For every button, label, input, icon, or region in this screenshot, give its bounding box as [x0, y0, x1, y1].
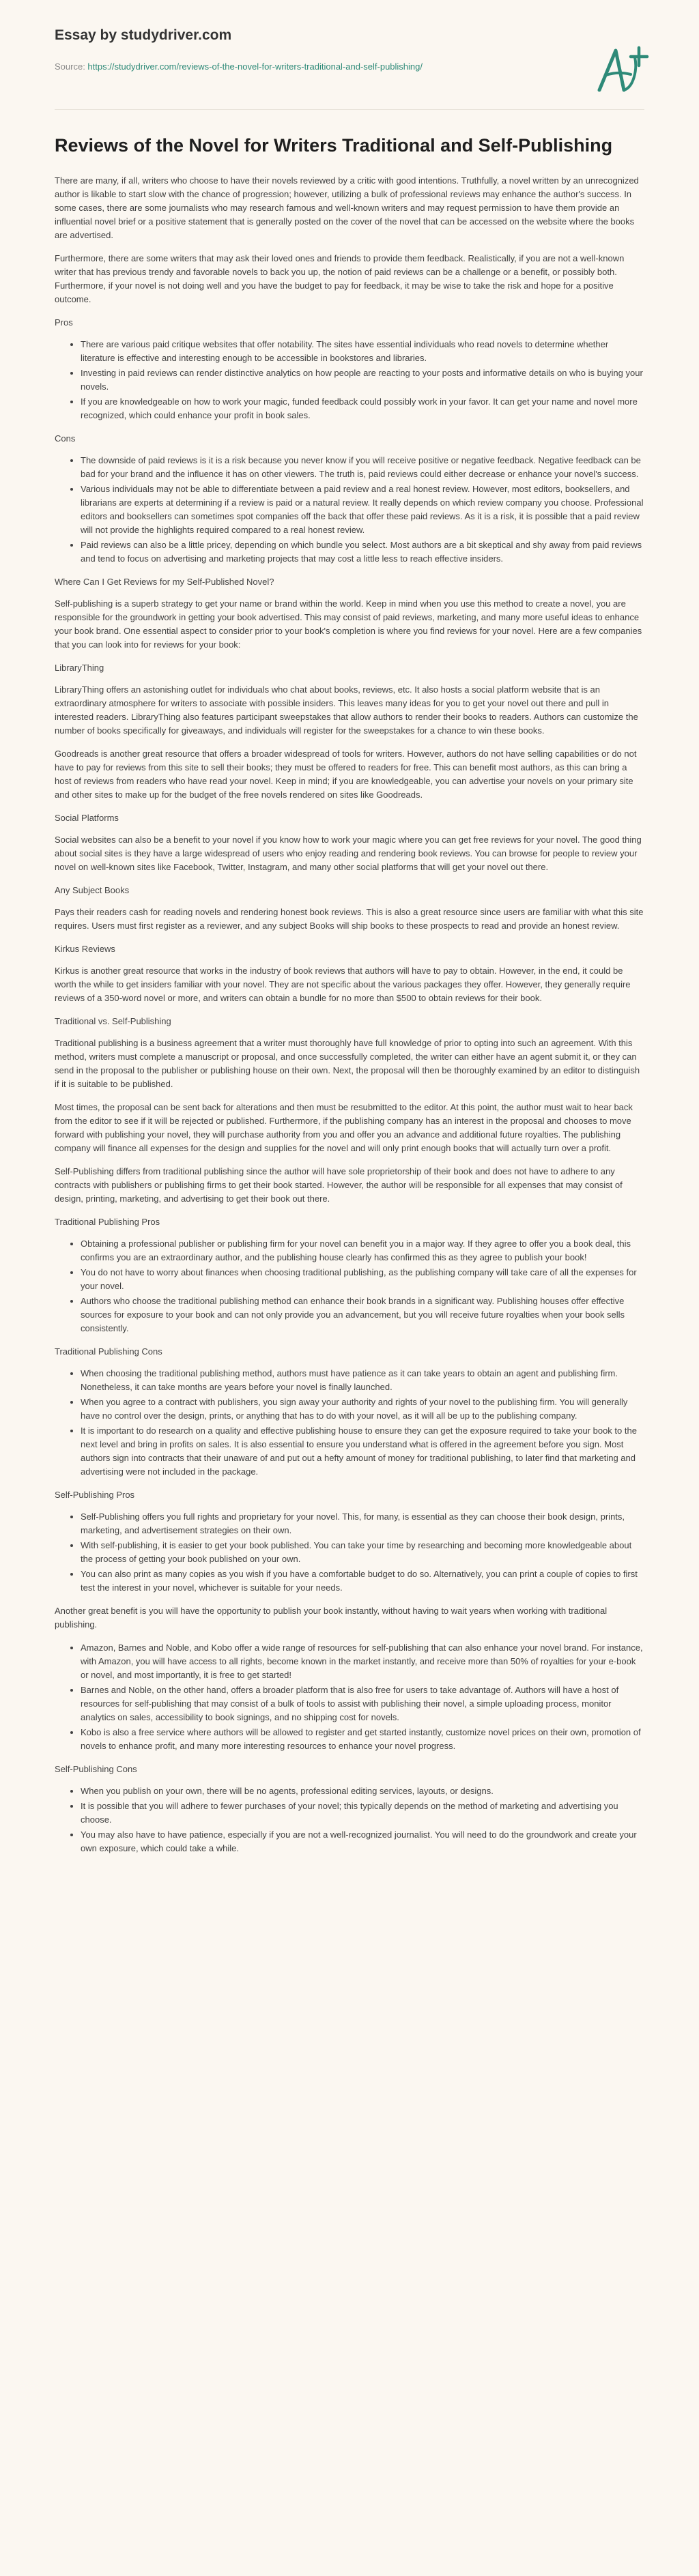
librarything-heading: LibraryThing: [55, 663, 104, 673]
kirkus-heading: Kirkus Reviews: [55, 944, 115, 954]
self-pros-list: [55, 1510, 644, 1595]
list-item: • You do not have to worry about finances when choosing traditional publishing, as the publishing company will take care of all the expenses for your novel.: [81, 1266, 644, 1293]
self-cons-heading: Self-Publishing Cons: [55, 1764, 137, 1774]
list-item: • It is possible that you will adhere to fewer purchases of your novel; this typically depends on the method of marketing and advertising you choose.: [81, 1799, 644, 1827]
list-item: • Barnes and Noble, on the other hand, offers a broader platform that is also free for users to take advantage of. Authors will have a host of resources for self-publishing that may consist of a bulk of tools to assist with publishing their novel, a simple uploading process, monitor analytics on sales, accessibility to book signings, and no shipping cost for novels.: [81, 1683, 644, 1724]
trad-pros-list: [55, 1237, 644, 1335]
list-item: • When you agree to a contract with publishers, you sign away your authority and rights of your novel to the publishing firm. You will generally have no control over the design, prints, or anything that has to do with your novel, as it will all be up to the publishing company.: [81, 1395, 644, 1423]
source-line: [55, 60, 437, 73]
list-item: • Investing in paid reviews can render distinctive analytics on how people are reacting to your posts and informative details on who is buying your novels.: [81, 366, 644, 394]
self-pros-paragraph: Another great benefit is you will have the opportunity to publish your book instantly, without having to wait years when working with traditional publishing.: [55, 1606, 608, 1630]
self-cons-list: [55, 1784, 644, 1855]
list-item: • Kobo is also a free service where authors will be allowed to register and get started instantly, customize novel prices on their own, promotion of novels to enhance profit, and many more interesting resources to enhance your novel progress.: [81, 1726, 644, 1753]
source-link[interactable]: https://studydriver.com/reviews-of-the-novel-for-writers-traditional-and-self-publishing/: [87, 61, 423, 72]
librarything-paragraph: LibraryThing offers an astonishing outlet for individuals who chat about books, reviews, etc. It also hosts a social platform website that is an extraordinary atmosphere for writers to associate with possible insiders. This leaves many ideas for you to get your novel out there and pull in interested readers. LibraryThing also features participant sweepstakes that allow authors to render their books to readers. Authors can customize the number of books specifically for giveaways, and individuals will register for the sweepstakes for a chance to win these books.: [55, 684, 638, 736]
list-item: • Obtaining a professional publisher or publishing firm for your novel can benefit you in a major way. If they agree to offer you a book deal, this confirms you are an extraordinary author, and the publishing house clearly has confirmed this as they agree to publish your book!: [81, 1237, 644, 1264]
list-item: • There are various paid critique websites that offer notability. The sites have essential individuals who read novels to determine whether literature is effective and interesting enough to be accessible in bookstores and libraries.: [81, 338, 644, 365]
trad-cons-heading: Traditional Publishing Cons: [55, 1346, 162, 1357]
list-item: • With self-publishing, it is easier to get your book published. You can take your time by researching and becoming more knowledgeable about the process of getting your book published on your own.: [81, 1539, 644, 1566]
header: [0, 0, 699, 99]
self-platforms-list: [55, 1641, 644, 1753]
intro-paragraph: Furthermore, there are some writers that may ask their loved ones and friends to provide them feedback. Realistically, if you are not a well-known writer that has previous trendy and favorable novels to back you up, the notion of paid reviews can be a challenge or a benefit, or possibly both. Furthermore, if your novel is not doing well and you have the budget to pay for feedback, it may be wise to take the risk and hope for a positive outcome.: [55, 253, 625, 304]
tradvself-heading: Traditional vs. Self-Publishing: [55, 1016, 171, 1026]
self-pros-heading: Self-Publishing Pros: [55, 1490, 135, 1500]
page-title: Reviews of the Novel for Writers Traditional and Self-Publishing: [55, 135, 613, 156]
anysubject-paragraph: Pays their readers cash for reading novels and rendering honest book reviews. This is also a great resource since users are familiar with what this site requires. Users must first register as a reviewer, and any subject Books will ship books to these prospects to read and provide an honest review.: [55, 907, 644, 931]
social-paragraph: Social websites can also be a benefit to your novel if you know how to work your magic where you can get free reviews for your novel. The good thing about social sites is they have a large widespread of users who enjoy reading and rendering book reviews. You can browse for people to review your novel on well-known sites like Facebook, Twitter, Instagram, and many other social platforms that will get your novel out there.: [55, 835, 642, 872]
goodreads-paragraph: Goodreads is another great resource that offers a broader widespread of tools for writers. However, authors do not have selling capabilities or do not have to pay for reviews from this site to sell their books; they must be offered to readers for free. This can benefit most authors, as this can bring a host of reviews from readers who have read your novel. Keep in mind; if you are knowledgeable, you can advertise your novels on your primary site and other sites to make up for the budget of the free novels rendered on sites like Goodreads.: [55, 749, 637, 800]
list-item: • When choosing the traditional publishing method, authors must have patience as it can take years to obtain an agent and publishing firm. Nonetheless, it can take months are years before your novel is finally launched.: [81, 1367, 644, 1394]
social-heading: Social Platforms: [55, 813, 119, 823]
list-item: • Authors who choose the traditional publishing method can enhance their book brands in a significant way. Publishing houses offer effective sources for exposure to your book and can not only provide you an advancement, but you will receive future royalties when your book sells consistently.: [81, 1294, 644, 1335]
list-item: • Various individuals may not be able to differentiate between a paid review and a real honest review. However, most editors, booksellers, and librarians are experts at determining if a review is paid or a natural review. It really depends on which review company you choose. Professional editors and booksellers can sometimes spot companies off the back that offer these paid reviews. As it is a risk, it is possible that a paid review will not provide the highlights required compared to a real honest review.: [81, 482, 644, 537]
list-item: • When you publish on your own, there will be no agents, professional editing services, layouts, or designs.: [81, 1784, 644, 1798]
header-divider: [55, 109, 644, 110]
list-item: • It is important to do research on a quality and effective publishing house to ensure they can get the exposure required to take your book to the next level and bring in profits on sales. It is also essential to ensure you understand what is offered in the agreement before you sign. Most authors sign into contracts that their unaware of and put out a hefty amount of money for traditional publishing, to later find that marketing and advertising were not included in the package.: [81, 1424, 644, 1479]
list-item: • Paid reviews can also be a little pricey, depending on which bundle you select. Most authors are a bit skeptical and shy away from paid reviews and tend to focus on advertising and marketing projects that may cost a little less to reach effective insiders.: [81, 538, 644, 566]
intro-paragraph: There are many, if all, writers who choose to have their novels reviewed by a critic with good intentions. Truthfully, a novel written by an unrecognized author is likable to start slow with the chance of progression; however, utilizing a bulk of professional reviews may enhance the author's success. In some cases, there are some journalists who may research famous and well-known writers and may request permission to have them provide an influential novel brief or a positive statement that is generally posted on the cover of the novel that can be accessed on the website where the books are advertised.: [55, 175, 639, 240]
list-item: • The downside of paid reviews is it is a risk because you never know if you will receive positive or negative feedback. Negative feedback can be bad for your brand and the influence it has on other viewers. The truth is, paid reviews could either decrease or enhance your novel's success.: [81, 454, 644, 481]
cons-list: [55, 454, 644, 566]
brand-title: Essay by studydriver.com: [55, 27, 232, 43]
trad-cons-list: [55, 1367, 644, 1479]
anysubject-heading: Any Subject Books: [55, 885, 130, 895]
list-item: • You can also print as many copies as you wish if you have a comfortable budget to do so. Alternatively, you can print a couple of copies to first test the interest in your novel, whichever is suitable for your needs.: [81, 1567, 644, 1595]
pros-heading: Pros: [55, 317, 73, 328]
tradvself-paragraph: Traditional publishing is a business agreement that a writer must thoroughly have full knowledge of prior to opting into such an agreement. With this method, writers must complete a manuscript or proposal, and once successfully completed, the writer can either have an agent submit it, or they can send in the proposal to the publisher or publishing house on their own. Next, the proposal will then be thoroughly examined by an editor to distinguish if it is suitable to be published.: [55, 1038, 640, 1089]
tradvself-paragraph: Self-Publishing differs from traditional publishing since the author will have sole proprietorship of their book and does not have to adhere to any contracts with publishers or publishing firms to get their book started. However, the author will be responsible for all expenses that may consist of design, printing, marketing, and advertising to get their book out there.: [55, 1166, 623, 1204]
list-item: • You may also have to have patience, especially if you are not a well-recognized journalist. You will need to do the groundwork and create your own exposure, which could take a while.: [81, 1828, 644, 1855]
cons-heading: Cons: [55, 433, 76, 444]
where-paragraph: Self-publishing is a superb strategy to get your name or brand within the world. Keep in mind when you use this method to create a novel, you are responsible for the groundwork in getting your book advertised. This may consist of paid reviews, marketing, and many more useful ideas to enhance your book brand. One essential aspect to consider prior to your book's completion is where you find reviews for your novel. Here are a few companies that you can look into for reviews for your book:: [55, 598, 642, 650]
pros-list: [55, 338, 644, 422]
kirkus-paragraph: Kirkus is another great resource that works in the industry of book reviews that authors will have to pay to obtain. However, in the end, it could be worth the while to get insiders familiar with your novel. They are not specific about the various packages they offer. However, they generally require reviews of a 350-word novel or more, and writers can obtain a bundle for no more than $500 to obtain reviews for their book.: [55, 966, 631, 1003]
a-plus-logo-icon: [594, 42, 655, 97]
list-item: • Self-Publishing offers you full rights and proprietary for your novel. This, for many, is essential as they can choose their book design, prints, marketing, and advertisement strategies on their own.: [81, 1510, 644, 1537]
article: [0, 99, 699, 1855]
trad-pros-heading: Traditional Publishing Pros: [55, 1217, 160, 1227]
list-item: • If you are knowledgeable on how to work your magic, funded feedback could possibly work in your favor. It can get your name and novel more recognized, which could enhance your profit in book sales.: [81, 395, 644, 422]
list-item: • Amazon, Barnes and Noble, and Kobo offer a wide range of resources for self-publishing that can also enhance your novel brand. For instance, with Amazon, you will have access to all rights, become known in the market instantly, and receive more than 50% of royalties for your e-book or novel, and most importantly, it is free to get started!: [81, 1641, 644, 1682]
source-label: Source:: [55, 61, 88, 72]
where-heading: Where Can I Get Reviews for my Self-Published Novel?: [55, 577, 274, 587]
tradvself-paragraph: Most times, the proposal can be sent back for alterations and then must be resubmitted to the editor. At this point, the author must wait to hear back from the editor to see if it will be rejected or published. Furthermore, if the publishing company has an interest in the proposal and chooses to move forward with publishing your novel, they will purchase authority from you and offer you an advance and additional future royalties. The publishing company will finance all expenses for the design and supplies for the novel and will only print enough books that will actually turn over a profit.: [55, 1102, 633, 1153]
